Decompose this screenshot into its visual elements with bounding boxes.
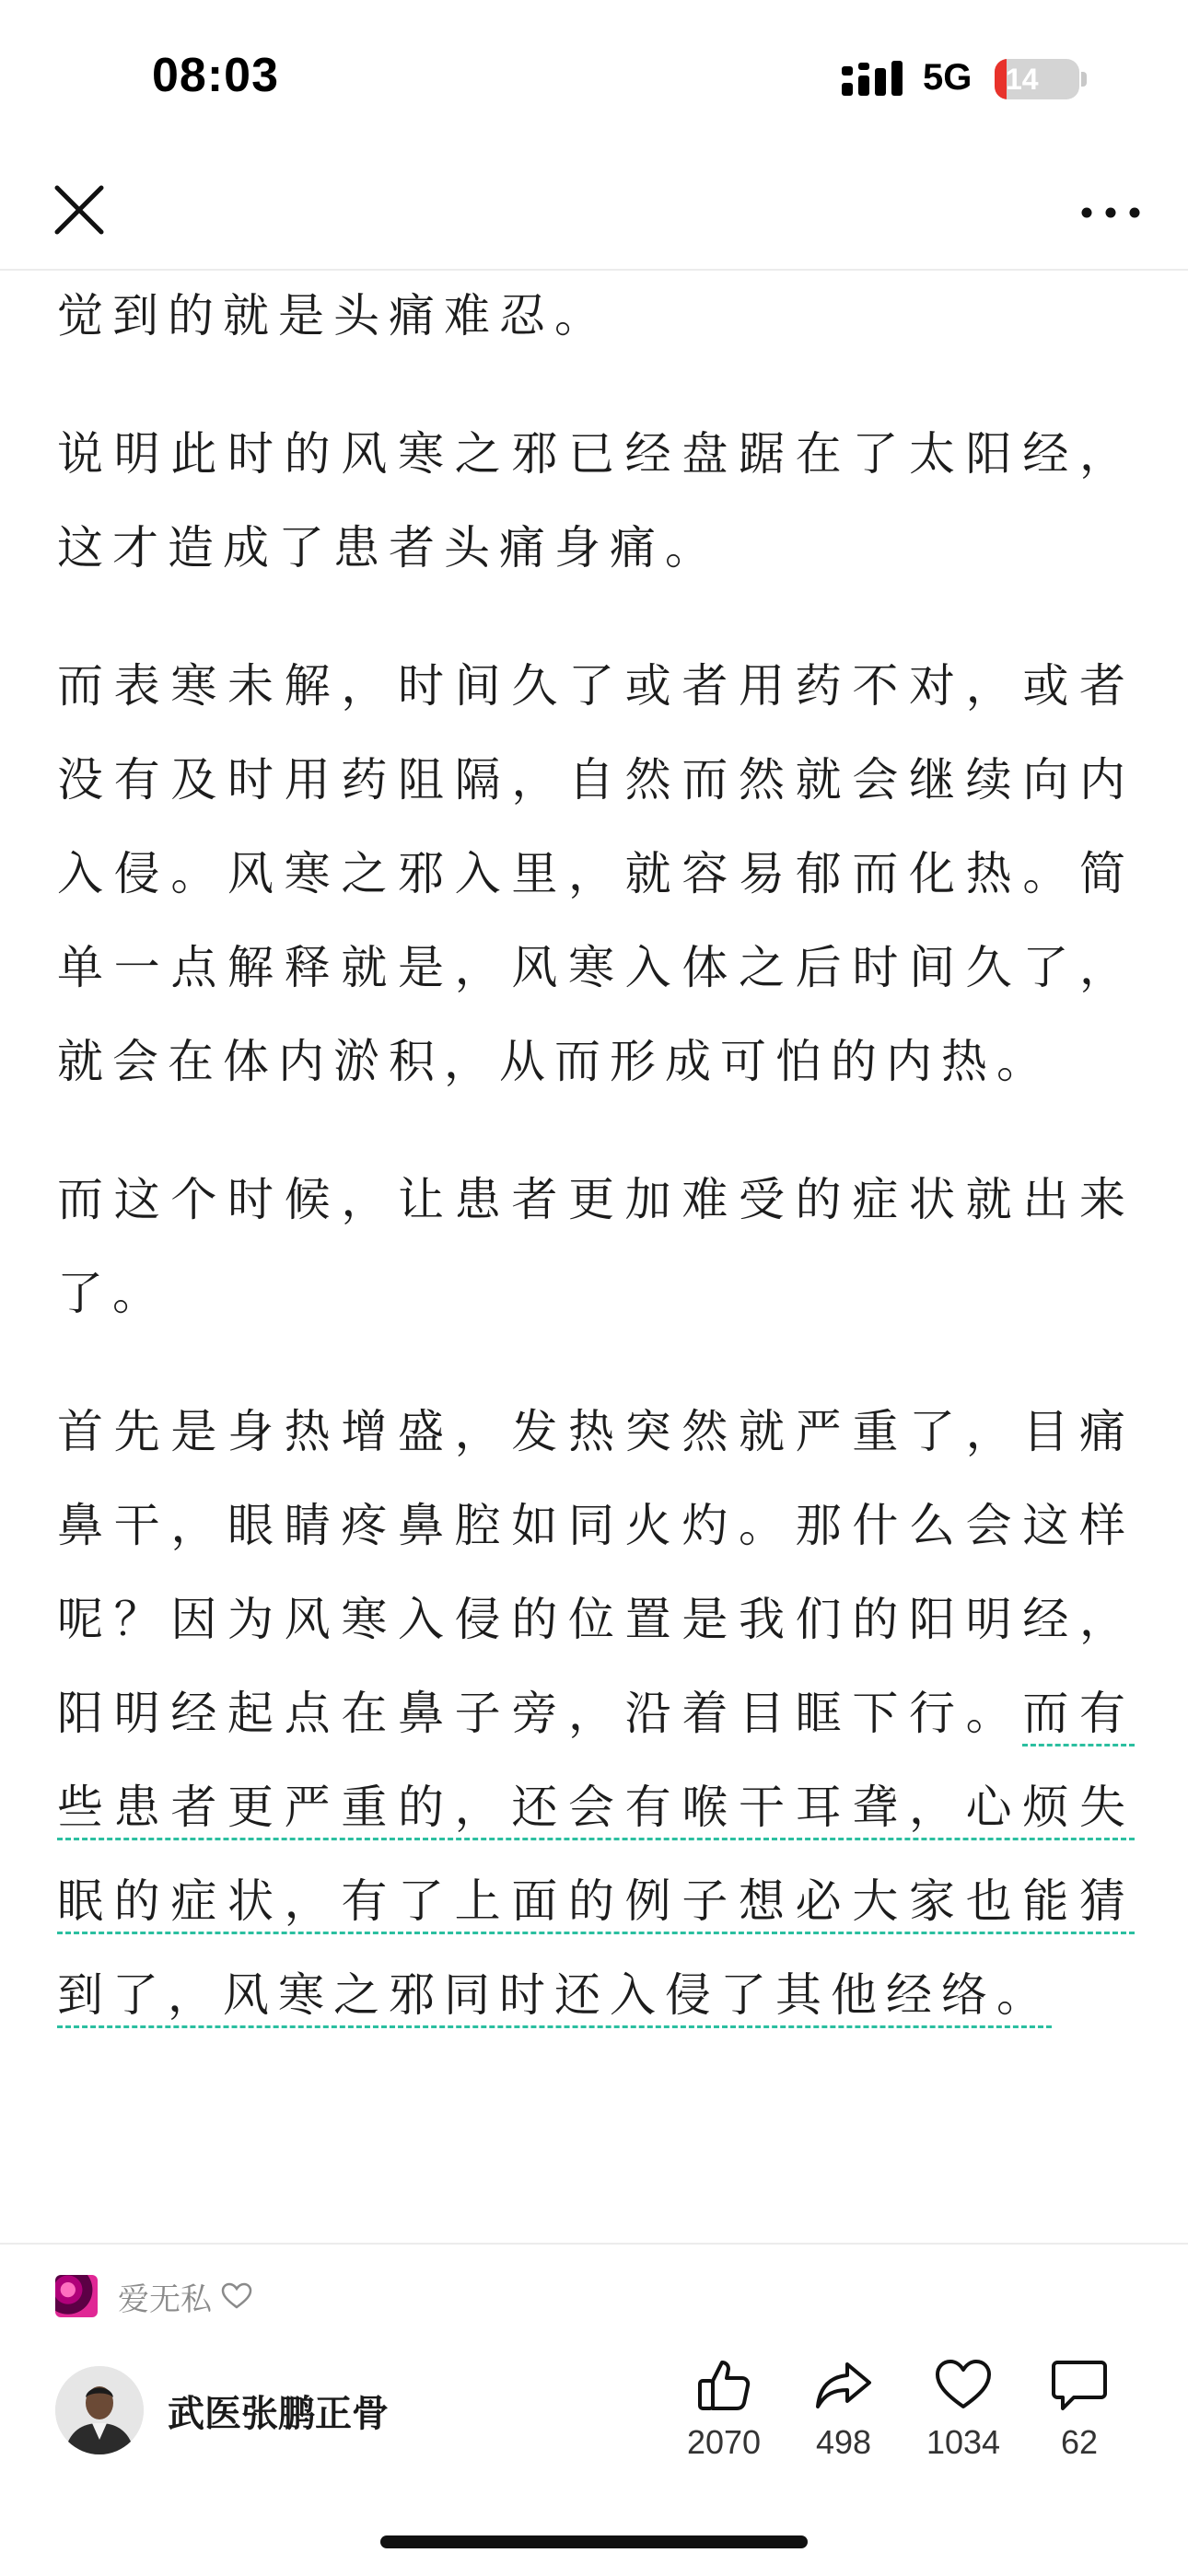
topic-tag[interactable] — [55, 2272, 252, 2320]
author-info[interactable] — [55, 2364, 389, 2456]
topic-label: 爱无私 — [118, 2280, 212, 2318]
signal-strength-icon — [842, 61, 906, 98]
heart-outline-icon — [221, 2282, 252, 2310]
share-button[interactable] — [788, 2355, 899, 2462]
battery-level-fill — [995, 59, 1007, 99]
comment-button[interactable] — [1024, 2355, 1135, 2462]
battery-icon — [995, 59, 1079, 99]
avatar[interactable] — [55, 2366, 144, 2454]
status-time: 08:03 — [152, 49, 279, 102]
comment-count: 62 — [1060, 2423, 1099, 2461]
more-horizontal-icon[interactable] — [1074, 180, 1147, 245]
status-bar — [0, 0, 1188, 157]
highlighted-text-link[interactable]: 而有些患者更严重的，还会有喉干耳聋，心烦失眠的症状，有了上面的例子想必大家也能猜到了，风寒之邪同时还入侵了其他经络。 — [57, 1687, 1136, 2022]
article-footer — [0, 2243, 1188, 2576]
author-name[interactable]: 武医张鹏正骨 — [168, 2392, 389, 2435]
network-type: 5G — [923, 57, 973, 98]
thumbs-up-icon — [694, 2355, 753, 2414]
home-indicator[interactable] — [380, 2535, 808, 2548]
share-arrow-icon — [814, 2355, 873, 2414]
article-paragraph: 而这个时候，让患者更加难受的症状就出来了。 — [57, 1173, 1135, 1320]
battery-level-text: 14 — [1006, 63, 1039, 96]
comment-bubble-icon — [1050, 2355, 1109, 2414]
top-nav-bar — [0, 157, 1188, 271]
paragraph-text: 首先是身热增盛，发热突然就严重了，目痛鼻干，眼睛疼鼻腔如同火灼。那什么会这样呢？因为风寒入侵的位置是我们的阳明经，阳明经起点在鼻子旁，沿着目眶下行。 — [57, 1405, 1135, 1740]
topic-thumbnail — [55, 2275, 98, 2317]
article-paragraph: 说明此时的风寒之邪已经盘踞在了太阳经，这才造成了患者头痛身痛。 — [57, 427, 1135, 574]
avatar-portrait — [55, 2366, 144, 2454]
battery-cap — [1081, 72, 1087, 87]
share-count: 498 — [815, 2423, 872, 2461]
article-paragraph: 觉到的就是头痛难忍。 — [57, 289, 610, 342]
like-count: 2070 — [686, 2423, 762, 2461]
heart-icon — [934, 2355, 993, 2414]
like-button[interactable] — [669, 2355, 779, 2462]
close-icon[interactable] — [50, 180, 114, 245]
article-paragraph — [57, 1385, 1135, 2042]
favorite-count: 1034 — [926, 2423, 1001, 2461]
favorite-button[interactable] — [908, 2355, 1019, 2462]
article-paragraph: 而表寒未解，时间久了或者用药不对，或者没有及时用药阻隔，自然而然就会继续向内入侵。风寒之邪入里，就容易郁而化热。简单一点解释就是，风寒入体之后时间久了，就会在体内淤积，从而形成可怕的内热。 — [57, 659, 1135, 1088]
article-body — [57, 269, 1135, 2042]
